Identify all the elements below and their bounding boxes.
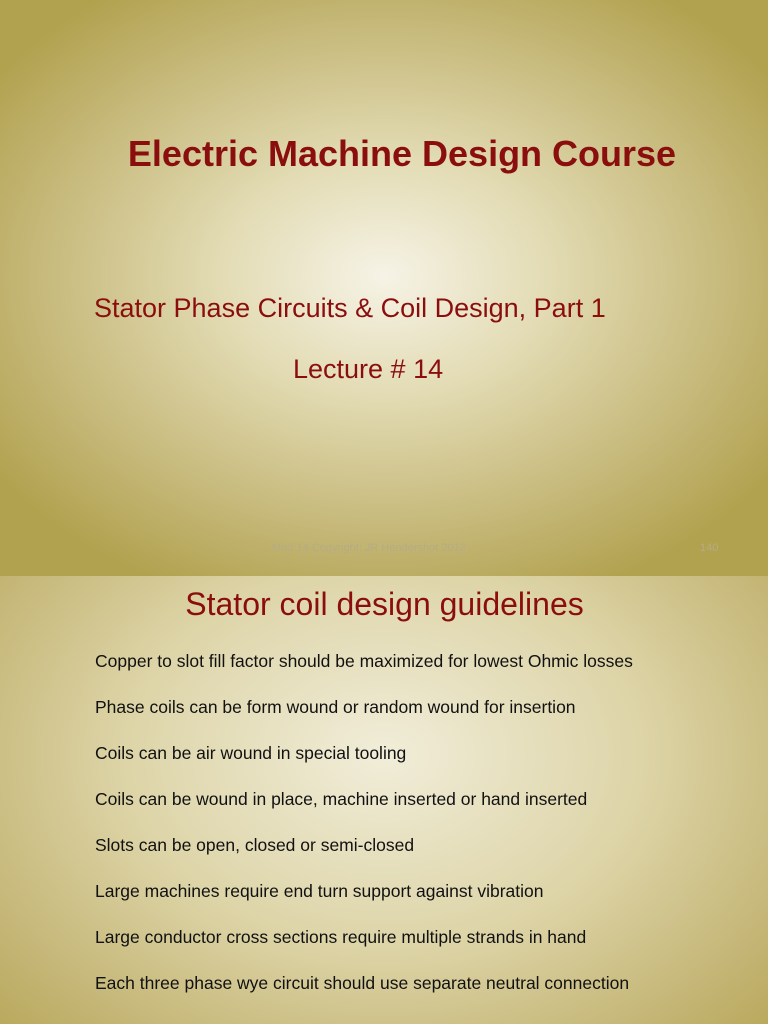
guideline-item: Copper to slot fill factor should be maximized for lowest Ohmic losses xyxy=(95,651,633,671)
copyright-footer: Mod 14 Copyright: JR Hendershot 2012 xyxy=(272,542,466,554)
page-number: 140 xyxy=(700,542,719,554)
guidelines-heading: Stator coil design guidelines xyxy=(185,586,584,622)
guideline-item: Large conductor cross sections require multiple strands in hand xyxy=(95,927,587,947)
guideline-item: Large machines require end turn support against vibration xyxy=(95,881,544,901)
guideline-item: Phase coils can be form wound or random wound for insertion xyxy=(95,697,576,717)
guidelines-slide xyxy=(0,576,768,1024)
guideline-item: Coils can be wound in place, machine inserted or hand inserted xyxy=(95,789,588,809)
course-title: Electric Machine Design Course xyxy=(127,133,677,174)
lecture-subtitle: Stator Phase Circuits & Coil Design, Part 1 xyxy=(94,293,606,323)
lecture-number: Lecture # 14 xyxy=(293,354,444,384)
guideline-item: Coils can be air wound in special tooling xyxy=(95,743,407,763)
guideline-item: Slots can be open, closed or semi-closed xyxy=(95,835,415,855)
guideline-item: Each three phase wye circuit should use separate neutral connection xyxy=(95,973,630,993)
